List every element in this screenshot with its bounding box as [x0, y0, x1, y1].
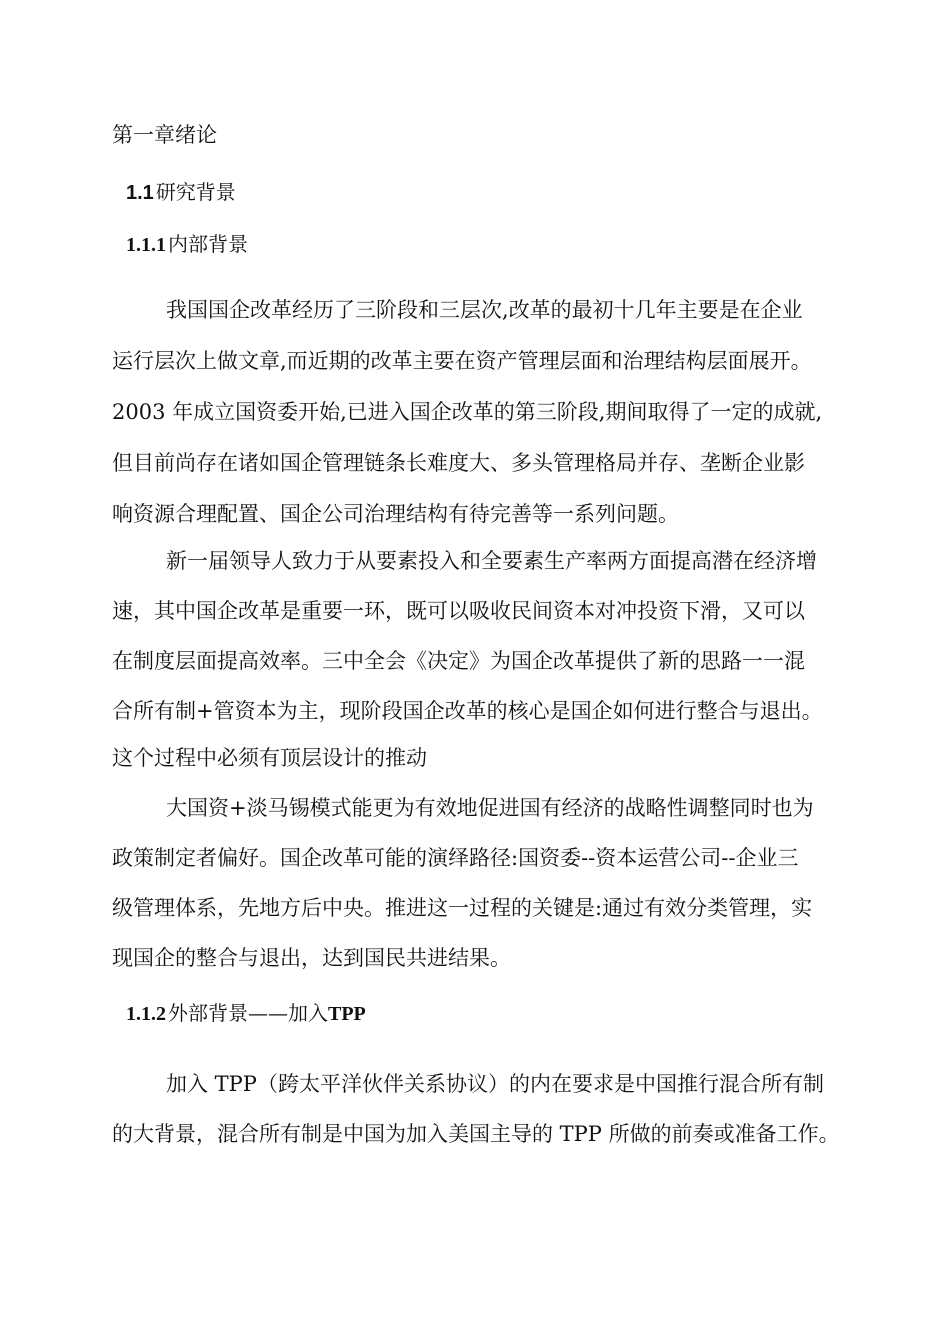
section-number: 1.1: [126, 182, 154, 204]
section-title: 外部背景——加入: [168, 1001, 328, 1025]
paragraph-line: 我国国企改革经历了三阶段和三层次,改革的最初十几年主要是在企业: [166, 298, 803, 322]
paragraph-line: 大国资+淡马锡模式能更为有效地促进国有经济的战略性调整同时也为: [166, 796, 814, 820]
chapter-title: 第一章绪论: [112, 123, 217, 147]
section-title-latin: TPP: [328, 1003, 366, 1025]
paragraph-line: 但目前尚存在诸如国企管理链条长难度大、多头管理格局并存、垄断企业影: [112, 451, 805, 475]
section-heading-1-1: [126, 177, 236, 208]
section-number: 1.1.2: [126, 1003, 166, 1025]
paragraph-line: 政策制定者偏好。国企改革可能的演绎路径:国资委--资本运营公司--企业三: [112, 846, 799, 870]
section-number: 1.1.1: [126, 234, 166, 256]
paragraph-line: 在制度层面提高效率。三中全会《决定》为国企改革提供了新的思路一一混: [112, 649, 805, 673]
section-title: 研究背景: [155, 180, 236, 204]
paragraph-line: 合所有制+管资本为主，现阶段国企改革的核心是国企如何进行整合与退出。: [112, 699, 823, 723]
paragraph-line: 新一届领导人致力于从要素投入和全要素生产率两方面提高潜在经济增: [166, 549, 817, 573]
paragraph-line: 的大背景，混合所有制是中国为加入美国主导的 TPP 所做的前奏或准备工作。: [112, 1122, 840, 1146]
paragraph-line: 这个过程中必须有顶层设计的推动: [112, 746, 427, 770]
paragraph-line: 加入 TPP（跨太平洋伙伴关系协议）的内在要求是中国推行混合所有制: [166, 1072, 824, 1096]
section-heading-1-1-2: [126, 998, 366, 1029]
section-heading-1-1-1: [126, 229, 248, 260]
paragraph-line: 响资源合理配置、国企公司治理结构有待完善等一系列问题。: [112, 502, 679, 526]
paragraph-line: 速，其中国企改革是重要一环，既可以吸收民间资本对冲投资下滑，又可以: [112, 599, 805, 623]
paragraph-line: 级管理体系，先地方后中央。推进这一过程的关键是:通过有效分类管理，实: [112, 896, 813, 920]
paragraph-line: 现国企的整合与退出，达到国民共进结果。: [112, 946, 511, 970]
paragraph-line: 运行层次上做文章,而近期的改革主要在资产管理层面和治理结构层面展开。: [112, 349, 812, 373]
section-title: 内部背景: [168, 232, 248, 256]
paragraph-line: 2003 年成立国资委开始,已进入国企改革的第三阶段,期间取得了一定的成就,: [112, 400, 823, 424]
